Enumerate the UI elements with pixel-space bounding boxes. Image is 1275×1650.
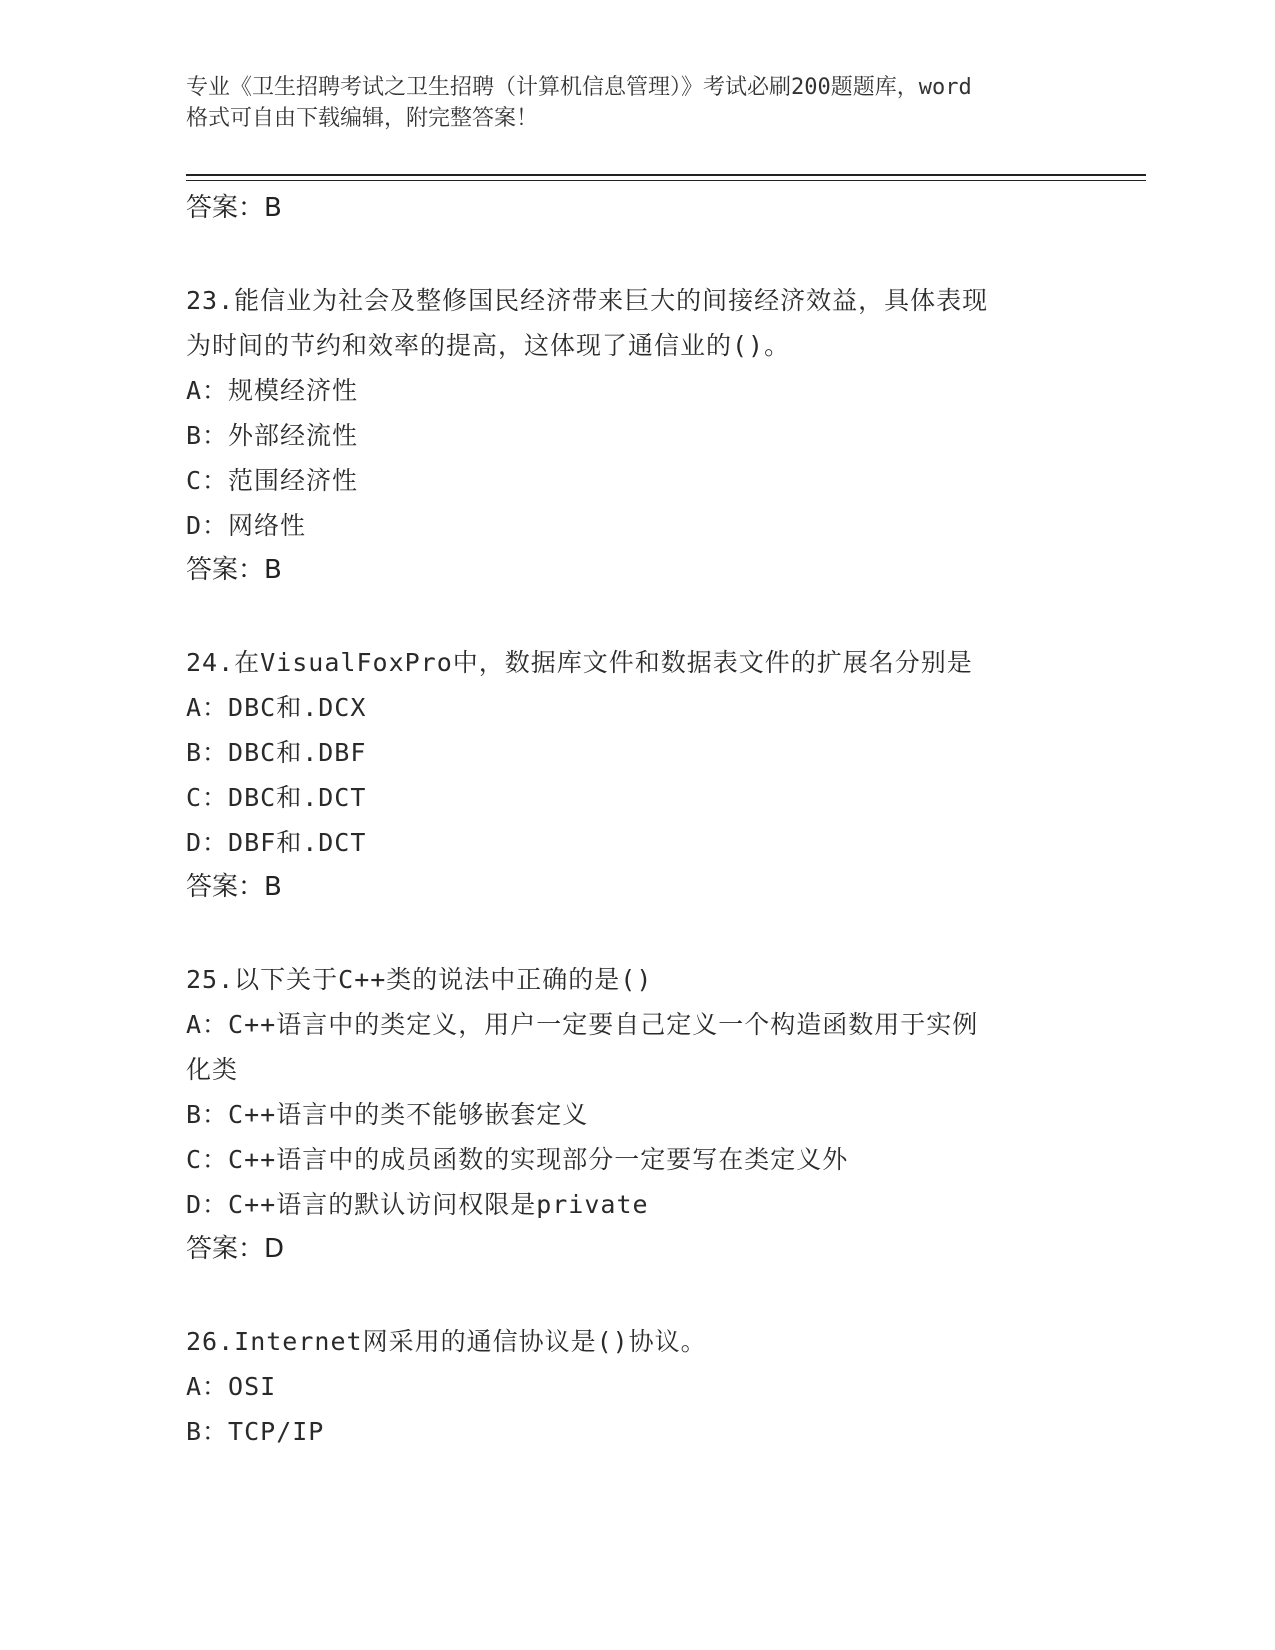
questions-content (186, 186, 1086, 1454)
answer-option: B：C++语言中的类不能够嵌套定义 (186, 1100, 589, 1129)
question-block (186, 278, 1086, 593)
answer-option: A：DBC和.DCX (186, 693, 367, 722)
answer-label: 答案：B (186, 193, 282, 223)
question-text: 26.Internet网采用的通信协议是()协议。 (186, 1327, 707, 1356)
question-text: 24.在VisualFoxPro中，数据库文件和数据表文件的扩展名分别是 (186, 648, 973, 677)
question-block (186, 640, 1086, 910)
answer-option: A：C++语言中的类定义，用户一定要自己定义一个构造函数用于实例 (186, 1010, 979, 1039)
question-text: 23.能信业为社会及整修国民经济带来巨大的间接经济效益，具体表现 (186, 286, 989, 315)
document-header (186, 72, 1086, 134)
answer-option: B：外部经流性 (186, 421, 359, 450)
question-block (186, 1319, 1086, 1454)
answer-option: A：规模经济性 (186, 376, 359, 405)
answer-option: C：C++语言中的成员函数的实现部分一定要写在类定义外 (186, 1145, 849, 1174)
question-block (186, 957, 1086, 1272)
answer-label: 答案：B (186, 555, 282, 585)
header-divider-thick (186, 174, 1146, 176)
header-divider-thin (186, 180, 1146, 181)
answer-option: D：C++语言的默认访问权限是private (186, 1190, 649, 1219)
answer-option: C：范围经济性 (186, 466, 359, 495)
answer-option: B：DBC和.DBF (186, 738, 367, 767)
answer-option: C：DBC和.DCT (186, 783, 367, 812)
question-list (186, 278, 1086, 1454)
answer-label: 答案：B (186, 872, 282, 902)
header-line-2: 格式可自由下载编辑，附完整答案！ (186, 106, 539, 131)
answer-option: A：OSI (186, 1372, 277, 1401)
answer-option: 化类 (186, 1055, 239, 1084)
answer-option: D：网络性 (186, 511, 307, 540)
question-text: 25.以下关于C++类的说法中正确的是() (186, 965, 653, 994)
answer-option: B：TCP/IP (186, 1417, 325, 1446)
question-text: 为时间的节约和效率的提高，这体现了通信业的()。 (186, 331, 791, 360)
header-line-1: 专业《卫生招聘考试之卫生招聘（计算机信息管理）》考试必刷200题题库，word (186, 75, 972, 100)
answer-option: D：DBF和.DCT (186, 828, 367, 857)
answer-label: 答案：D (186, 1234, 285, 1264)
